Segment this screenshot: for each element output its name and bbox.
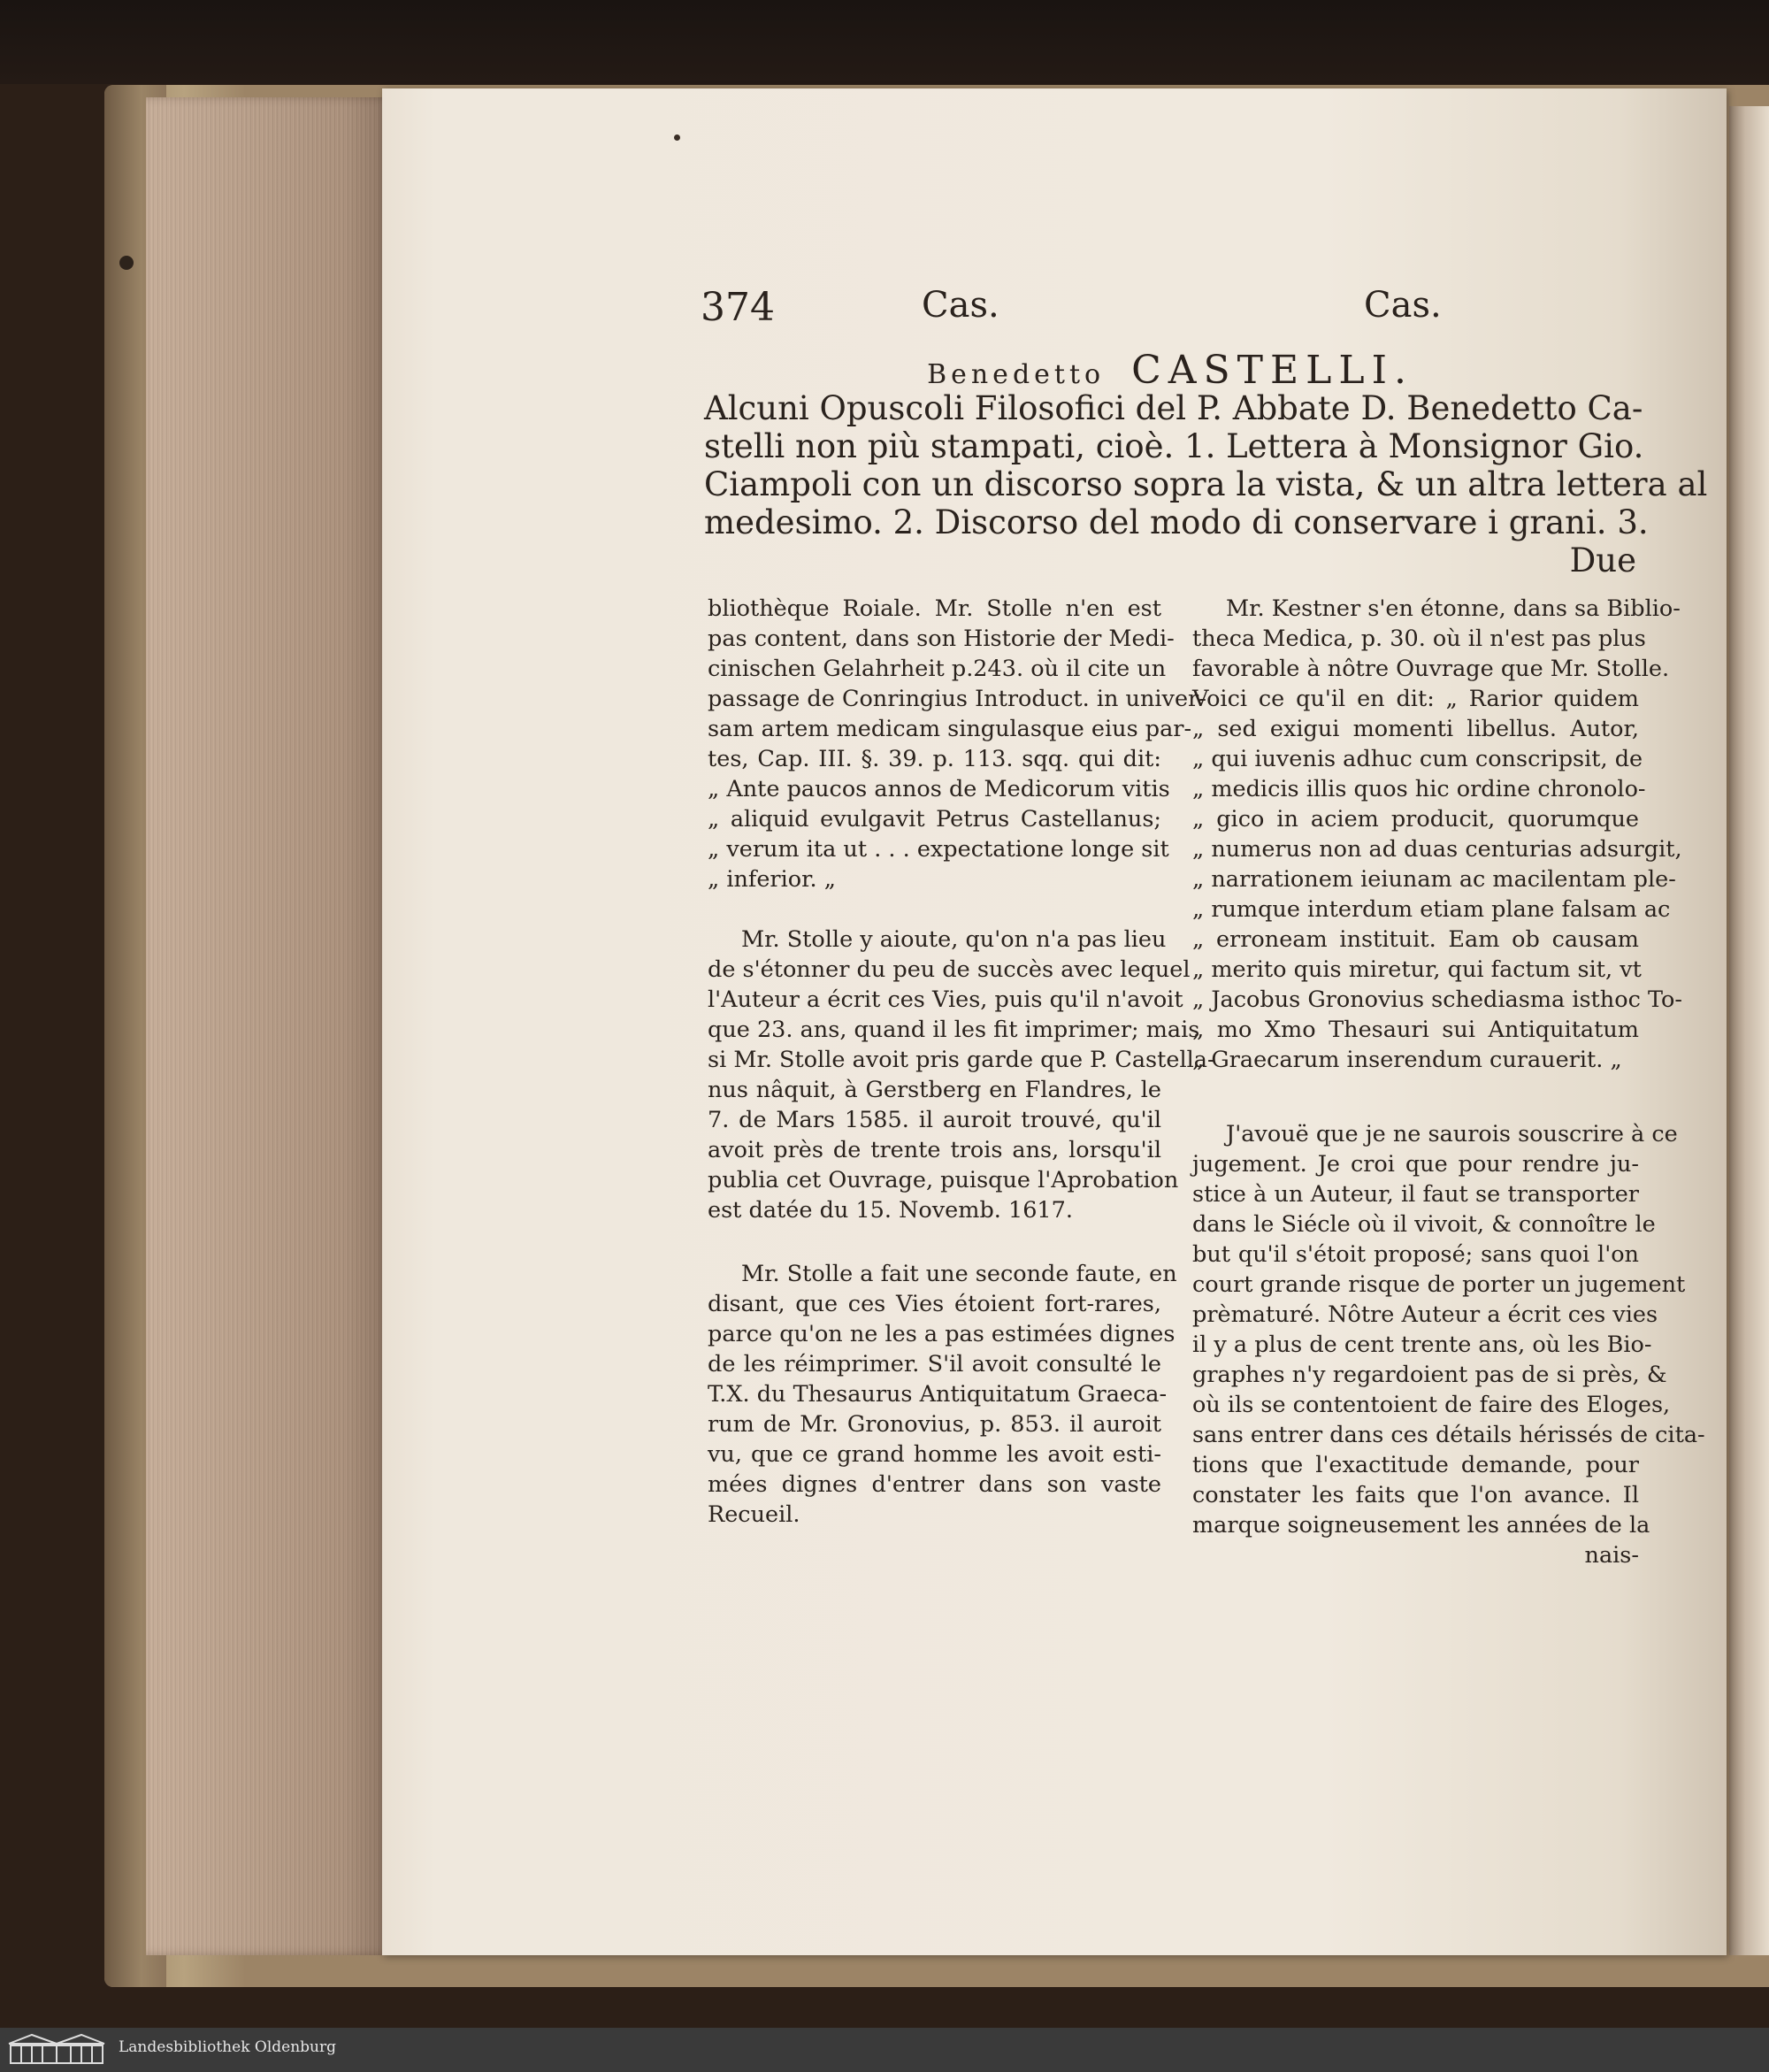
text-line: T.X. du Thesaurus Antiquitatum Graeca-: [708, 1381, 1168, 1408]
catchword: nais-: [1584, 1542, 1639, 1569]
text-line: tions que l'exactitude demande, pour: [1192, 1452, 1639, 1478]
text-line: Voici ce qu'il en dit: „ Rarior quidem: [1192, 686, 1639, 712]
text-line: „ erroneam instituit. Eam ob causam: [1192, 926, 1639, 953]
text-line: „ inferior. „: [708, 866, 836, 893]
text-line: „ sed exigui momenti libellus. Autor,: [1192, 716, 1639, 742]
intro-line: stelli non più stampati, cioè. 1. Lettera à Monsignor Gio.: [704, 427, 1644, 465]
text-line: „ mo Xmo Thesauri sui Antiquitatum: [1192, 1017, 1639, 1043]
text-line: J'avouë que je ne saurois souscrire à ce: [1226, 1121, 1678, 1147]
text-line: de les réimprimer. S'il avoit consulté le: [708, 1351, 1161, 1377]
text-line: „ Jacobus Gronovius schediasma isthoc To-: [1192, 986, 1682, 1013]
intro-line: Due: [1569, 541, 1636, 579]
footer-bar: [0, 2028, 1769, 2072]
text-line: „ rumque interdum etiam plane falsam ac: [1192, 896, 1671, 923]
text-line: Recueil.: [708, 1501, 800, 1528]
text-line: jugement. Je croi que pour rendre ju-: [1192, 1151, 1639, 1178]
text-line: disant, que ces Vies étoient fort-rares,: [708, 1291, 1161, 1317]
text-line: nus nâquit, à Gerstberg en Flandres, le: [708, 1077, 1161, 1103]
text-line: bliothèque Roiale. Mr. Stolle n'en est: [708, 595, 1161, 622]
entry-title: [704, 348, 1636, 393]
text-line: parce qu'on ne les a pas estimées dignes: [708, 1321, 1176, 1347]
text-line: de s'étonner du peu de succès avec lequel: [708, 956, 1191, 983]
text-line: „ aliquid evulgavit Petrus Castellanus;: [708, 806, 1161, 833]
text-line: marque soigneusement les années de la: [1192, 1512, 1650, 1539]
running-head-left: Cas.: [922, 285, 999, 326]
text-line: but qu'il s'étoit proposé; sans quoi l'on: [1192, 1241, 1639, 1268]
text-line: où ils se contentoient de faire des Eloges,: [1192, 1392, 1671, 1418]
text-line: tes, Cap. III. §. 39. p. 113. sqq. qui dit:: [708, 746, 1161, 772]
text-line: passage de Conringius Introduct. in univer-: [708, 686, 1206, 712]
page-speck: [674, 134, 680, 141]
text-line: rum de Mr. Gronovius, p. 853. il auroit: [708, 1411, 1161, 1438]
library-name: Landesbibliothek Oldenburg: [119, 2038, 337, 2056]
entry-title-surname: CASTELLI.: [1131, 348, 1413, 393]
text-line: theca Medica, p. 30. où il n'est pas plus: [1192, 625, 1646, 652]
text-line: cinischen Gelahrheit p.243. où il cite un: [708, 656, 1167, 682]
text-line: prèmaturé. Nôtre Auteur a écrit ces vies: [1192, 1301, 1658, 1328]
text-line: pas content, dans son Historie der Medi-: [708, 625, 1175, 652]
text-line: mées dignes d'entrer dans son vaste: [708, 1471, 1161, 1498]
library-building-icon: [5, 2031, 108, 2067]
intro-line: Ciampoli con un discorso sopra la vista, & un altra lettera al: [704, 465, 1708, 503]
facing-page-edge: [1729, 106, 1769, 1955]
text-line: il y a plus de cent trente ans, où les Bio-: [1192, 1331, 1652, 1358]
text-line: l'Auteur a écrit ces Vies, puis qu'il n'avoit: [708, 986, 1183, 1013]
column-right: [1192, 594, 1705, 1570]
entry-title-first-name: Benedetto: [927, 359, 1106, 390]
text-line: „ numerus non ad duas centurias adsurgit,: [1192, 836, 1682, 863]
text-line: si Mr. Stolle avoit pris garde que P. Castella-: [708, 1047, 1215, 1073]
text-line: est datée du 15. Novemb. 1617.: [708, 1197, 1073, 1224]
text-line: constater les faits que l'on avance. Il: [1192, 1482, 1639, 1508]
text-line: avoit près de trente trois ans, lorsqu'il: [708, 1137, 1161, 1163]
entry-intro: [704, 389, 1708, 579]
text-line: 7. de Mars 1585. il auroit trouvé, qu'il: [708, 1107, 1161, 1133]
intro-line: medesimo. 2. Discorso del modo di conservare i grani. 3.: [704, 503, 1649, 541]
text-line: „ narrationem ieiunam ac macilentam ple-: [1192, 866, 1676, 893]
text-line: sam artem medicam singulasque eius par-: [708, 716, 1192, 742]
column-left: [708, 594, 1215, 1530]
text-line: publia cet Ouvrage, puisque l'Aprobation: [708, 1167, 1179, 1193]
text-line: Mr. Stolle a fait une seconde faute, en: [741, 1261, 1177, 1287]
text-line: vu, que ce grand homme les avoit esti-: [708, 1441, 1161, 1468]
running-head-right: Cas.: [1364, 285, 1442, 326]
text-line: „ merito quis miretur, qui factum sit, vt: [1192, 956, 1642, 983]
text-line: dans le Siécle où il vivoit, & connoître le: [1192, 1211, 1656, 1238]
text-line: „ qui iuvenis adhuc cum conscripsit, de: [1192, 746, 1643, 772]
text-line: „ verum ita ut . . . expectatione longe sit: [708, 836, 1169, 863]
text-line: „ Graecarum inserendum curauerit. „: [1192, 1047, 1622, 1073]
text-line: Mr. Stolle y aioute, qu'on n'a pas lieu: [741, 926, 1167, 953]
binding-stud: [119, 256, 134, 270]
intro-line: Alcuni Opuscoli Filosofici del P. Abbate D. Benedetto Ca-: [704, 389, 1643, 427]
text-line: „ Ante paucos annos de Medicorum vitis: [708, 776, 1170, 802]
text-line: sans entrer dans ces détails hérissés de cita-: [1192, 1422, 1705, 1448]
text-line: „ medicis illis quos hic ordine chronolo-: [1192, 776, 1646, 802]
page-number: 374: [701, 285, 775, 330]
text-line: graphes n'y regardoient pas de si près, &: [1192, 1362, 1667, 1388]
text-line: que 23. ans, quand il les fit imprimer; mais: [708, 1017, 1200, 1043]
text-line: „ gico in aciem producit, quorumque: [1192, 806, 1639, 833]
text-line: stice à un Auteur, il faut se transporter: [1192, 1181, 1639, 1208]
text-line: favorable à nôtre Ouvrage que Mr. Stolle.: [1192, 656, 1670, 682]
text-line: court grande risque de porter un jugement: [1192, 1271, 1686, 1298]
text-line: Mr. Kestner s'en étonne, dans sa Biblio-: [1226, 595, 1681, 622]
